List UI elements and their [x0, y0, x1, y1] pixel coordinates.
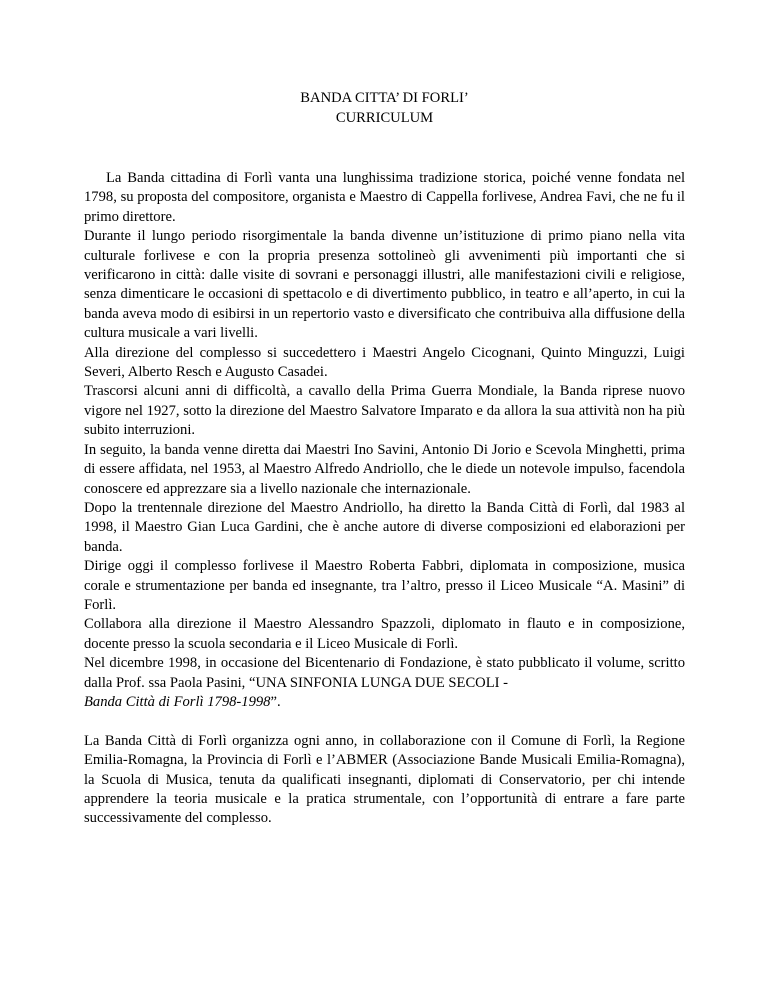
document-page	[84, 0, 685, 994]
document-title: BANDA CITTA’ DI FORLI’	[300, 90, 469, 106]
paragraph-revival-1927: Trascorsi alcuni anni di difficoltà, a cavallo della Prima Guerra Mondiale, la Banda riprese nuovo vigore nel 1927, sotto la direzione del Maestro Salvatore Imparato e da allora la sua attività non ha più subito interruzioni.	[84, 383, 685, 439]
paragraph-andriollo: In seguito, la banda venne diretta dai Maestri Ino Savini, Antonio Di Jorio e Scevola Minghetti, prima di essere affidata, nel 1953, al Maestro Alfredo Andriollo, che le diede un notevole impulso, facendola conoscere ed apprezzare sia a livello nazionale che internazionale.	[84, 441, 685, 497]
paragraph-fabbri: Dirige oggi il complesso forlivese il Maestro Roberta Fabbri, diplomata in composizione, musica corale e strumentazione per banda ed insegnante, tra l’altro, presso il Liceo Musicale “A. Masini” di Forlì.	[84, 558, 685, 613]
paragraph-founding: La Banda cittadina di Forlì vanta una lunghissima tradizione storica, poiché venne fondata nel 1798, su proposta del compositore, organista e Maestro di Cappella forlivese, Andrea Favi, che ne fu il primo direttore.	[84, 170, 685, 225]
paragraph-gardini: Dopo la trentennale direzione del Maestro Andriollo, ha diretto la Banda Città di Forlì, dal 1983 al 1998, il Maestro Gian Luca Gardini, che è anche autore di diverse composizioni ed elaborazioni per banda.	[84, 499, 685, 555]
book-subtitle: Banda Città di Forlì 1798-1998	[84, 693, 271, 710]
paragraph-directors-early: Alla direzione del complesso si succedettero i Maestri Angelo Cicognani, Quinto Minguzzi, Luigi Severi, Alberto Resch e Augusto Casadei.	[84, 344, 685, 381]
paragraph-music-school: La Banda Città di Forlì organizza ogni anno, in collaborazione con il Comune di Forlì, la Regione Emilia-Romagna, la Provincia di Forlì e l’ABMER (Associazione Bande Musicali Emilia-Romagna), la Scuola di Musica, tenuta da qualificati insegnanti, diplomati di Conservatorio, per chi intende apprendere la teoria musicale e la pratica strumentale, con l’opportunità di entrare a fare parte successivamente del complesso.	[84, 732, 685, 827]
document-body	[84, 169, 685, 829]
paragraph-bicentenary-book	[84, 654, 685, 712]
paragraph-spazzoli: Collabora alla direzione il Maestro Alessandro Spazzoli, diplomato in flauto e in composizione, docente presso la scuola secondaria e il Liceo Musicale di Forlì.	[84, 616, 685, 652]
book-paragraph-text: Nel dicembre 1998, in occasione del Bicentenario di Fondazione, è stato pubblicato il volume, scritto dalla Prof. ssa Paola Pasini, “UNA SINFONIA LUNGA DUE SECOLI -	[84, 655, 685, 691]
document-subtitle: CURRICULUM	[335, 110, 434, 126]
book-closing-quote: ”.	[270, 693, 281, 710]
paragraph-risorgimento: Durante il lungo periodo risorgimentale la banda divenne un’istituzione di primo piano nella vita culturale forlivese e con la propria presenza sottolineò gli avvenimenti più importanti che si verificarono in città: dalle visite di sovrani e personaggi illustri, alle manifestazioni civili e religiose, senza dimenticare le occasioni di spettacolo e di divertimento pubblico, in teatro e all’aperto, in cui la banda aveva modo di esibirsi in un repertorio vasto e diversificato che contribuiva alla diffusione della cultura musicale a vari livelli.	[84, 228, 685, 342]
